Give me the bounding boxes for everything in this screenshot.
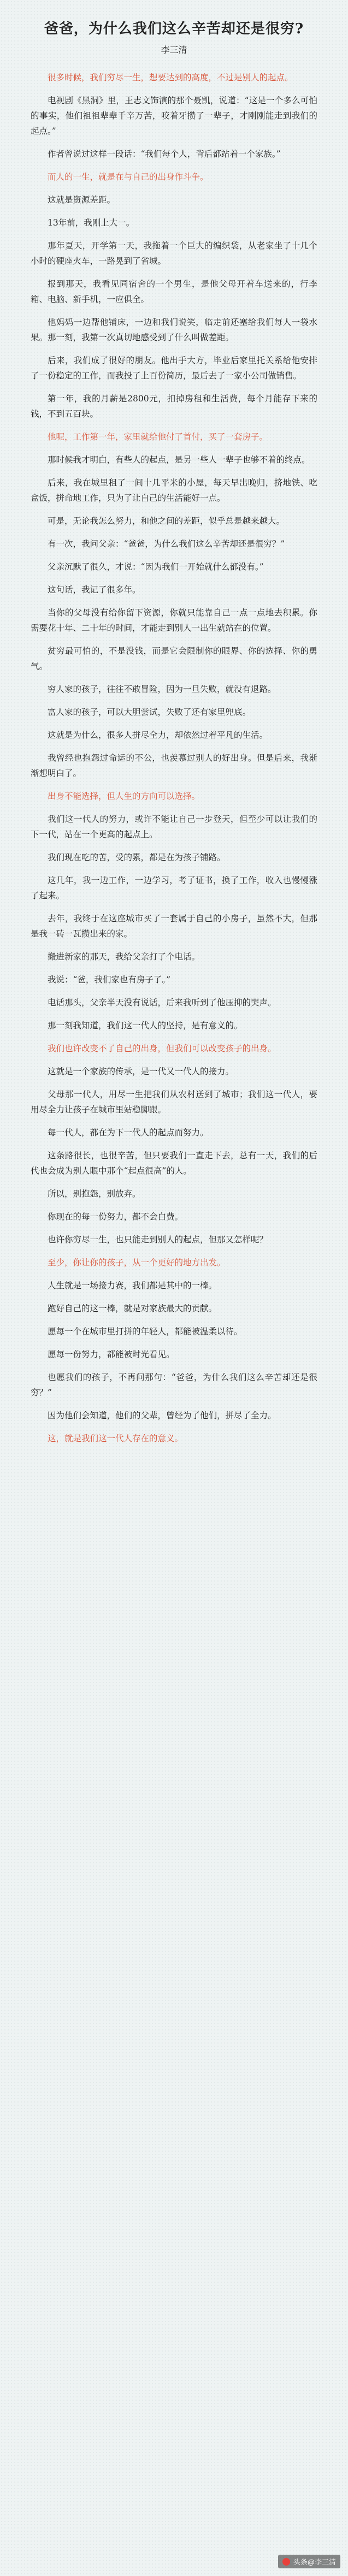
paragraph: 愿每一份努力，都能被时光看见。 — [48, 1349, 175, 1359]
paragraph: 搬进新家的那天，我给父亲打了个电话。 — [48, 952, 200, 962]
paragraph: 我说：“爸，我们家也有房子了。” — [48, 975, 171, 985]
article-body — [31, 70, 317, 1446]
paragraph: 有一次，我问父亲：“爸爸，为什么我们这么辛苦却还是很穷？” — [48, 539, 285, 549]
watermark — [278, 2555, 340, 2568]
paragraph: 那时候我才明白，有些人的起点，是另一些人一辈子也够不着的终点。 — [48, 455, 310, 465]
paragraph: 13年前，我刚上大一。 — [48, 218, 135, 228]
watermark-text: 头条@李三清 — [293, 2558, 336, 2566]
paragraph: 电视剧《黑洞》里，王志文饰演的那个聂凯，说道：“这是一个多么可怕的事实，他们祖祖辈辈千辛万苦，咬着牙攒了一辈子，才刚刚能走到我们的起点。” — [31, 96, 317, 136]
paragraph: 他妈妈一边帮他铺床，一边和我们说笑，临走前还塞给我们每人一袋水果。那一刻，我第一次真切地感受到了什么叫做差距。 — [31, 317, 317, 342]
paragraph: 作者曾说过这样一段话：“我们每个人，背后都站着一个家族。” — [48, 149, 281, 159]
paragraph: 你现在的每一份努力，都不会白费。 — [48, 1212, 184, 1222]
paragraph: 父亲沉默了很久，才说：“因为我们一开始就什么都没有。” — [48, 562, 264, 572]
paragraph: 我们这一代人的努力，或许不能让自己一步登天，但至少可以让我们的下一代，站在一个更高的起点上。 — [31, 814, 317, 839]
paragraph: 愿每一个在城市里打拼的年轻人，都能被温柔以待。 — [48, 1327, 243, 1336]
paragraph: 这几年，我一边工作，一边学习，考了证书，换了工作，收入也慢慢涨了起来。 — [31, 875, 317, 901]
highlighted-paragraph: 他呢，工作第一年，家里就给他付了首付，买了一套房子。 — [48, 432, 268, 442]
paragraph: 每一代人，都在为下一代人的起点而努力。 — [48, 1128, 209, 1138]
paragraph: 可是，无论我怎么努力，和他之间的差距，似乎总是越来越大。 — [48, 516, 285, 526]
paragraph: 报到那天，我看见同宿舍的一个男生，是他父母开着车送来的，行李箱、电脑、新手机，一应俱全。 — [31, 279, 317, 304]
paragraph: 这句话，我记了很多年。 — [48, 585, 141, 595]
paragraph: 父母那一代人，用尽一生把我们从农村送到了城市；我们这一代人，要用尽全力让孩子在城市里站稳脚跟。 — [31, 1089, 317, 1115]
highlighted-paragraph: 出身不能选择，但人生的方向可以选择。 — [48, 791, 200, 801]
paragraph: 那一刻我知道，我们这一代人的坚持，是有意义的。 — [48, 1021, 243, 1031]
highlighted-paragraph: 这，就是我们这一代人存在的意义。 — [48, 1434, 184, 1443]
paragraph: 那年夏天，开学第一天，我拖着一个巨大的编织袋，从老家坐了十几个小时的硬座火车，一路晃到了省城。 — [31, 241, 317, 266]
highlighted-paragraph: 而人的一生，就是在与自己的出身作斗争。 — [48, 172, 209, 182]
highlighted-paragraph: 至少，你让你的孩子，从一个更好的地方出发。 — [48, 1258, 226, 1268]
paragraph: 因为他们会知道，他们的父辈，曾经为了他们，拼尽了全力。 — [48, 1411, 276, 1420]
article-author: 李三清 — [161, 45, 187, 55]
paragraph: 这条路很长，也很辛苦，但只要我们一直走下去，总有一天，我们的后代也会成为别人眼中那个“起点很高”的人。 — [31, 1151, 317, 1176]
paragraph: 这就是一个家族的传承，是一代又一代人的接力。 — [48, 1067, 234, 1076]
paragraph: 人生就是一场接力赛，我们都是其中的一棒。 — [48, 1281, 217, 1290]
brand-logo-icon — [282, 2558, 290, 2566]
paragraph: 后来，我们成了很好的朋友。他出手大方，毕业后家里托关系给他安排了一份稳定的工作，而我投了上百份简历，最后去了一家小公司做销售。 — [31, 356, 317, 381]
paragraph: 跑好自己的这一棒，就是对家族最大的贡献。 — [48, 1304, 217, 1313]
paragraph: 当你的父母没有给你留下资源，你就只能靠自己一点一点地去积累。你需要花十年、二十年的时间，才能走到别人一出生就站在的位置。 — [31, 608, 317, 633]
paragraph: 富人家的孩子，可以大胆尝试，失败了还有家里兜底。 — [48, 707, 251, 717]
paragraph: 这就是为什么，很多人拼尽全力，却依然过着平凡的生活。 — [48, 730, 268, 740]
paragraph: 第一年，我的月薪是2800元，扣掉房租和生活费，每个月能存下来的钱，不到五百块。 — [31, 394, 317, 419]
paragraph: 穷人家的孩子，往往不敢冒险，因为一旦失败，就没有退路。 — [48, 684, 276, 694]
paragraph: 也愿我们的孩子，不再问那句：“爸爸，为什么我们这么辛苦却还是很穷？” — [31, 1372, 317, 1397]
paragraph: 这就是资源差距。 — [48, 195, 116, 205]
article-title: 爸爸，为什么我们这么辛苦却还是很穷? — [44, 21, 304, 37]
paragraph: 所以，别抱怨，别放弃。 — [48, 1189, 141, 1199]
highlighted-paragraph: 很多时候，我们穷尽一生，想要达到的高度，不过是别人的起点。 — [48, 73, 293, 82]
paragraph: 我曾经也抱怨过命运的不公，也羡慕过别人的好出身。但是后来，我渐渐想明白了。 — [31, 753, 317, 778]
paragraph: 去年，我终于在这座城市买了一套属于自己的小房子，虽然不大，但那是我一砖一瓦攒出来的家。 — [31, 914, 317, 939]
paragraph: 也许你穷尽一生，也只能走到别人的起点，但那又怎样呢？ — [48, 1235, 268, 1245]
paragraph: 我们现在吃的苦，受的累，都是在为孩子铺路。 — [48, 852, 226, 862]
highlighted-paragraph: 我们也许改变不了自己的出身，但我们可以改变孩子的出身。 — [48, 1044, 276, 1053]
paragraph: 贫穷最可怕的，不是没钱，而是它会限制你的眼界、你的选择、你的勇气。 — [31, 646, 317, 671]
paragraph: 电话那头，父亲半天没有说话，后来我听到了他压抑的哭声。 — [48, 998, 276, 1008]
paragraph: 后来，我在城里租了一间十几平米的小屋，每天早出晚归，挤地铁、吃盒饭，拼命地工作，只为了让自己的生活能好一点。 — [31, 478, 317, 503]
